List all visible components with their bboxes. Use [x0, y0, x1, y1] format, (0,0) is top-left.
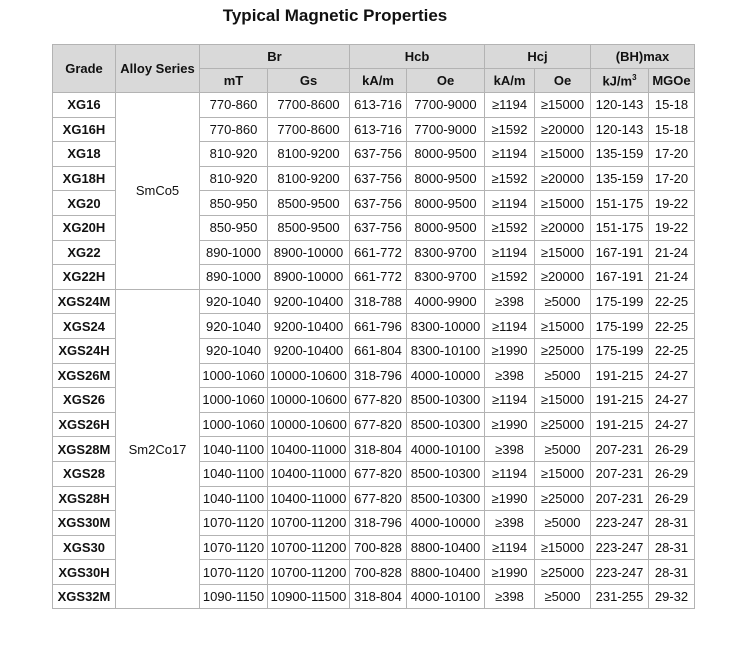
cell-hcb-oe: 8000-9500 — [407, 142, 485, 167]
cell-br-gs: 10700-11200 — [268, 535, 350, 560]
cell-br-gs: 10400-11000 — [268, 437, 350, 462]
cell-bhmax-mgoe: 15-18 — [649, 117, 695, 142]
cell-bhmax-kjm3: 135-159 — [591, 142, 649, 167]
cell-hcj-oe: ≥20000 — [535, 215, 591, 240]
cell-bhmax-kjm3: 120-143 — [591, 117, 649, 142]
cell-br-gs: 7700-8600 — [268, 117, 350, 142]
cell-hcj-kam: ≥1990 — [485, 412, 535, 437]
cell-bhmax-kjm3: 167-191 — [591, 265, 649, 290]
cell-bhmax-kjm3: 167-191 — [591, 240, 649, 265]
cell-hcj-kam: ≥1194 — [485, 314, 535, 339]
cell-hcj-kam: ≥1990 — [485, 486, 535, 511]
cell-br-gs: 8500-9500 — [268, 215, 350, 240]
cell-hcj-oe: ≥25000 — [535, 412, 591, 437]
cell-grade: XG20 — [53, 191, 116, 216]
cell-bhmax-kjm3: 191-215 — [591, 363, 649, 388]
cell-hcj-oe: ≥5000 — [535, 511, 591, 536]
cell-hcj-kam: ≥1194 — [485, 461, 535, 486]
cell-br-mt: 1040-1100 — [200, 486, 268, 511]
cell-hcj-oe: ≥25000 — [535, 486, 591, 511]
cell-grade: XGS30 — [53, 535, 116, 560]
cell-br-gs: 10400-11000 — [268, 486, 350, 511]
unit-br-mt: mT — [200, 69, 268, 93]
cell-hcb-kam: 677-820 — [350, 412, 407, 437]
cell-br-gs: 9200-10400 — [268, 289, 350, 314]
cell-hcb-kam: 637-756 — [350, 166, 407, 191]
cell-hcb-oe: 4000-10000 — [407, 363, 485, 388]
cell-br-gs: 10000-10600 — [268, 388, 350, 413]
cell-grade: XGS24 — [53, 314, 116, 339]
cell-hcj-kam: ≥1592 — [485, 265, 535, 290]
cell-hcj-oe: ≥15000 — [535, 388, 591, 413]
cell-hcb-oe: 8000-9500 — [407, 191, 485, 216]
cell-hcj-oe: ≥15000 — [535, 191, 591, 216]
cell-grade: XGS26 — [53, 388, 116, 413]
cell-bhmax-mgoe: 22-25 — [649, 289, 695, 314]
cell-bhmax-kjm3: 175-199 — [591, 314, 649, 339]
cell-grade: XGS32M — [53, 584, 116, 609]
cell-hcj-oe: ≥15000 — [535, 142, 591, 167]
cell-hcj-oe: ≥20000 — [535, 117, 591, 142]
cell-hcb-kam: 318-796 — [350, 363, 407, 388]
cell-br-gs: 7700-8600 — [268, 93, 350, 118]
cell-br-gs: 8900-10000 — [268, 265, 350, 290]
cell-br-mt: 1070-1120 — [200, 511, 268, 536]
magnetic-properties-table — [52, 44, 695, 609]
unit-bhmax-mgoe: MGOe — [649, 69, 695, 93]
header-hcj: Hcj — [485, 45, 591, 69]
cell-hcb-oe: 8300-9700 — [407, 265, 485, 290]
cell-hcb-oe: 8300-10000 — [407, 314, 485, 339]
cell-hcb-kam: 661-804 — [350, 338, 407, 363]
cell-bhmax-kjm3: 175-199 — [591, 338, 649, 363]
cell-hcb-oe: 7700-9000 — [407, 117, 485, 142]
unit-hcb-oe: Oe — [407, 69, 485, 93]
cell-br-mt: 920-1040 — [200, 289, 268, 314]
cell-hcb-kam: 637-756 — [350, 142, 407, 167]
header-alloy-series: Alloy Series — [116, 45, 200, 93]
cell-hcj-oe: ≥15000 — [535, 93, 591, 118]
cell-hcb-oe: 4000-9900 — [407, 289, 485, 314]
cell-bhmax-kjm3: 120-143 — [591, 93, 649, 118]
cell-hcj-oe: ≥5000 — [535, 437, 591, 462]
cell-hcb-kam: 318-796 — [350, 511, 407, 536]
header-bhmax: (BH)max — [591, 45, 695, 69]
cell-hcj-oe: ≥5000 — [535, 289, 591, 314]
cell-bhmax-mgoe: 19-22 — [649, 191, 695, 216]
cell-hcj-kam: ≥1194 — [485, 388, 535, 413]
cell-grade: XG16H — [53, 117, 116, 142]
cell-br-gs: 10700-11200 — [268, 560, 350, 585]
cell-br-gs: 8900-10000 — [268, 240, 350, 265]
cell-grade: XGS30M — [53, 511, 116, 536]
cell-br-mt: 1040-1100 — [200, 461, 268, 486]
cell-hcb-kam: 318-804 — [350, 437, 407, 462]
unit-br-gs: Gs — [268, 69, 350, 93]
cell-hcj-kam: ≥1194 — [485, 535, 535, 560]
cell-hcb-oe: 8500-10300 — [407, 486, 485, 511]
cell-br-mt: 1000-1060 — [200, 363, 268, 388]
cell-br-mt: 1000-1060 — [200, 412, 268, 437]
header-br: Br — [200, 45, 350, 69]
cell-br-mt: 770-860 — [200, 117, 268, 142]
cell-grade: XG18 — [53, 142, 116, 167]
cell-grade: XGS30H — [53, 560, 116, 585]
unit-kjm-text: kJ/m — [602, 73, 633, 89]
cell-hcb-oe: 8500-10300 — [407, 388, 485, 413]
cell-hcj-oe: ≥20000 — [535, 166, 591, 191]
cell-br-mt: 850-950 — [200, 215, 268, 240]
cell-bhmax-mgoe: 22-25 — [649, 338, 695, 363]
cell-hcj-oe: ≥15000 — [535, 314, 591, 339]
cell-bhmax-mgoe: 24-27 — [649, 412, 695, 437]
cell-bhmax-kjm3: 191-215 — [591, 412, 649, 437]
cell-hcj-kam: ≥1194 — [485, 142, 535, 167]
cell-grade: XG22H — [53, 265, 116, 290]
cell-bhmax-kjm3: 223-247 — [591, 535, 649, 560]
cell-bhmax-kjm3: 207-231 — [591, 486, 649, 511]
cell-hcb-kam: 318-788 — [350, 289, 407, 314]
cell-br-mt: 770-860 — [200, 93, 268, 118]
cell-grade: XG20H — [53, 215, 116, 240]
cell-hcb-oe: 8500-10300 — [407, 412, 485, 437]
cell-bhmax-mgoe: 24-27 — [649, 363, 695, 388]
cell-bhmax-mgoe: 26-29 — [649, 461, 695, 486]
cell-hcj-kam: ≥1990 — [485, 338, 535, 363]
cell-hcb-kam: 677-820 — [350, 461, 407, 486]
cell-hcb-kam: 613-716 — [350, 93, 407, 118]
cell-hcb-oe: 4000-10000 — [407, 511, 485, 536]
cell-bhmax-mgoe: 19-22 — [649, 215, 695, 240]
unit-superscript: 3 — [632, 72, 637, 82]
cell-bhmax-mgoe: 15-18 — [649, 93, 695, 118]
cell-bhmax-kjm3: 207-231 — [591, 437, 649, 462]
cell-grade: XGS28H — [53, 486, 116, 511]
cell-bhmax-kjm3: 151-175 — [591, 215, 649, 240]
cell-br-mt: 810-920 — [200, 166, 268, 191]
cell-bhmax-kjm3: 231-255 — [591, 584, 649, 609]
cell-hcj-kam: ≥1592 — [485, 117, 535, 142]
cell-hcb-kam: 700-828 — [350, 560, 407, 585]
cell-br-gs: 8100-9200 — [268, 142, 350, 167]
cell-grade: XG22 — [53, 240, 116, 265]
cell-hcb-kam: 318-804 — [350, 584, 407, 609]
cell-hcj-kam: ≥398 — [485, 289, 535, 314]
cell-hcb-oe: 8300-10100 — [407, 338, 485, 363]
cell-grade: XG18H — [53, 166, 116, 191]
cell-br-gs: 10400-11000 — [268, 461, 350, 486]
cell-hcj-oe: ≥25000 — [535, 560, 591, 585]
cell-br-mt: 1040-1100 — [200, 437, 268, 462]
cell-bhmax-kjm3: 223-247 — [591, 560, 649, 585]
cell-bhmax-mgoe: 21-24 — [649, 240, 695, 265]
cell-br-gs: 10000-10600 — [268, 412, 350, 437]
cell-hcb-oe: 8500-10300 — [407, 461, 485, 486]
cell-hcj-oe: ≥15000 — [535, 535, 591, 560]
table-body — [53, 93, 695, 609]
cell-grade: XG16 — [53, 93, 116, 118]
header-hcb: Hcb — [350, 45, 485, 69]
cell-hcb-kam: 613-716 — [350, 117, 407, 142]
cell-bhmax-kjm3: 223-247 — [591, 511, 649, 536]
cell-hcb-oe: 4000-10100 — [407, 437, 485, 462]
cell-br-mt: 920-1040 — [200, 314, 268, 339]
header-grade: Grade — [53, 45, 116, 93]
cell-hcj-oe: ≥5000 — [535, 363, 591, 388]
cell-bhmax-kjm3: 135-159 — [591, 166, 649, 191]
cell-bhmax-mgoe: 22-25 — [649, 314, 695, 339]
cell-hcj-kam: ≥1194 — [485, 240, 535, 265]
cell-hcj-oe: ≥15000 — [535, 240, 591, 265]
cell-bhmax-mgoe: 21-24 — [649, 265, 695, 290]
cell-hcj-kam: ≥1194 — [485, 191, 535, 216]
cell-hcj-kam: ≥1990 — [485, 560, 535, 585]
cell-hcb-kam: 677-820 — [350, 388, 407, 413]
table-header — [53, 45, 695, 93]
cell-hcb-kam: 637-756 — [350, 215, 407, 240]
cell-hcj-oe: ≥20000 — [535, 265, 591, 290]
page-title: Typical Magnetic Properties — [222, 6, 448, 25]
cell-br-gs: 10900-11500 — [268, 584, 350, 609]
cell-hcb-kam: 700-828 — [350, 535, 407, 560]
alloy-series-cell: Sm2Co17 — [116, 289, 200, 609]
cell-bhmax-mgoe: 17-20 — [649, 142, 695, 167]
cell-bhmax-kjm3: 151-175 — [591, 191, 649, 216]
cell-grade: XGS26H — [53, 412, 116, 437]
cell-br-mt: 810-920 — [200, 142, 268, 167]
cell-grade: XGS26M — [53, 363, 116, 388]
cell-br-mt: 1070-1120 — [200, 535, 268, 560]
cell-br-gs: 8100-9200 — [268, 166, 350, 191]
cell-hcb-kam: 637-756 — [350, 191, 407, 216]
cell-br-gs: 9200-10400 — [268, 314, 350, 339]
cell-hcb-oe: 8800-10400 — [407, 535, 485, 560]
cell-hcb-oe: 8800-10400 — [407, 560, 485, 585]
cell-br-gs: 8500-9500 — [268, 191, 350, 216]
cell-br-gs: 10000-10600 — [268, 363, 350, 388]
cell-grade: XGS24H — [53, 338, 116, 363]
table-row — [53, 289, 695, 314]
cell-hcb-oe: 8000-9500 — [407, 166, 485, 191]
cell-br-mt: 850-950 — [200, 191, 268, 216]
cell-hcj-kam: ≥398 — [485, 511, 535, 536]
cell-bhmax-mgoe: 28-31 — [649, 560, 695, 585]
cell-hcb-kam: 661-772 — [350, 240, 407, 265]
cell-hcb-kam: 677-820 — [350, 486, 407, 511]
cell-hcb-kam: 661-796 — [350, 314, 407, 339]
cell-bhmax-mgoe: 29-32 — [649, 584, 695, 609]
cell-hcj-kam: ≥1194 — [485, 93, 535, 118]
cell-grade: XGS28M — [53, 437, 116, 462]
cell-br-mt: 1000-1060 — [200, 388, 268, 413]
unit-hcj-oe: Oe — [535, 69, 591, 93]
cell-hcb-kam: 661-772 — [350, 265, 407, 290]
cell-hcj-oe: ≥15000 — [535, 461, 591, 486]
cell-grade: XGS24M — [53, 289, 116, 314]
unit-hcj-kam: kA/m — [485, 69, 535, 93]
cell-hcj-kam: ≥398 — [485, 437, 535, 462]
unit-hcb-kam: kA/m — [350, 69, 407, 93]
cell-hcj-kam: ≥1592 — [485, 166, 535, 191]
cell-br-gs: 10700-11200 — [268, 511, 350, 536]
alloy-series-cell: SmCo5 — [116, 93, 200, 290]
cell-br-mt: 1070-1120 — [200, 560, 268, 585]
cell-hcb-oe: 4000-10100 — [407, 584, 485, 609]
cell-br-mt: 890-1000 — [200, 240, 268, 265]
cell-hcb-oe: 8000-9500 — [407, 215, 485, 240]
cell-bhmax-kjm3: 191-215 — [591, 388, 649, 413]
cell-bhmax-kjm3: 207-231 — [591, 461, 649, 486]
cell-bhmax-mgoe: 28-31 — [649, 535, 695, 560]
unit-bhmax-kjm3 — [591, 69, 649, 93]
cell-br-gs: 9200-10400 — [268, 338, 350, 363]
cell-bhmax-mgoe: 28-31 — [649, 511, 695, 536]
cell-br-mt: 890-1000 — [200, 265, 268, 290]
cell-hcj-kam: ≥398 — [485, 584, 535, 609]
cell-bhmax-mgoe: 26-29 — [649, 437, 695, 462]
cell-bhmax-mgoe: 17-20 — [649, 166, 695, 191]
cell-hcj-kam: ≥398 — [485, 363, 535, 388]
cell-hcb-oe: 7700-9000 — [407, 93, 485, 118]
cell-hcj-oe: ≥5000 — [535, 584, 591, 609]
cell-bhmax-kjm3: 175-199 — [591, 289, 649, 314]
cell-hcj-oe: ≥25000 — [535, 338, 591, 363]
table-row — [53, 93, 695, 118]
cell-hcb-oe: 8300-9700 — [407, 240, 485, 265]
cell-grade: XGS28 — [53, 461, 116, 486]
cell-bhmax-mgoe: 26-29 — [649, 486, 695, 511]
cell-br-mt: 1090-1150 — [200, 584, 268, 609]
cell-br-mt: 920-1040 — [200, 338, 268, 363]
cell-hcj-kam: ≥1592 — [485, 215, 535, 240]
cell-bhmax-mgoe: 24-27 — [649, 388, 695, 413]
